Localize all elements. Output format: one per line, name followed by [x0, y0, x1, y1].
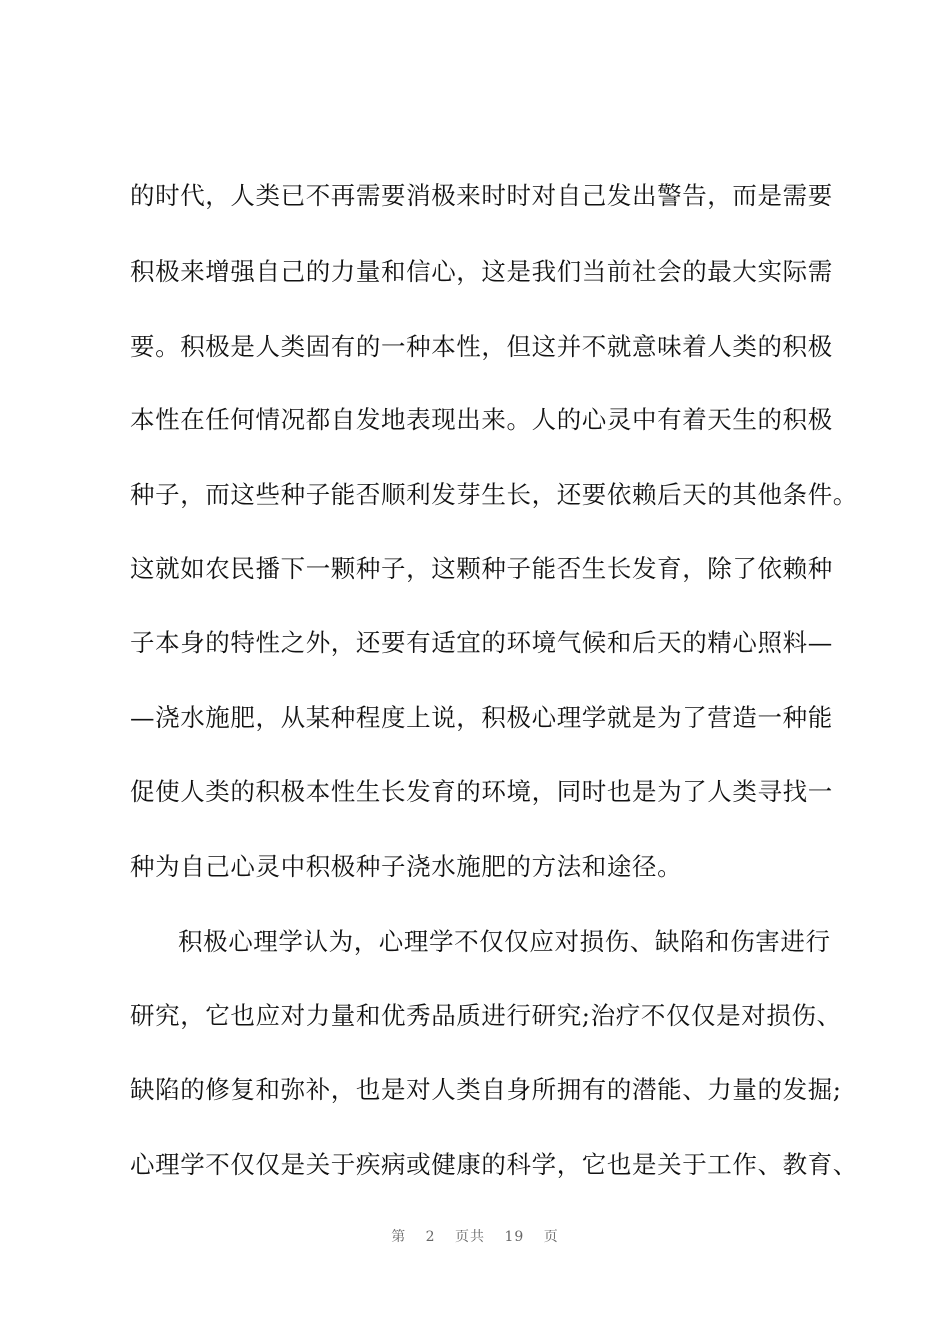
text-line: 积极来增强自己的力量和信心，这是我们当前社会的最大实际需 — [130, 257, 833, 286]
total-pages-number: 19 — [504, 1229, 525, 1245]
text-line: 本性在任何情况都自发地表现出来。人的心灵中有着天生的积极 — [130, 405, 833, 434]
page-mid-text: 页共 — [455, 1229, 486, 1245]
current-page-number: 2 — [425, 1229, 436, 1245]
text-line: 种子，而这些种子能否顺利发芽生长，还要依赖后天的其他条件。 — [130, 480, 858, 509]
text-line: 心理学不仅仅是关于疾病或健康的科学，它也是关于工作、教育、 — [130, 1150, 858, 1179]
text-line: 的时代，人类已不再需要消极来时时对自己发出警告，而是需要 — [130, 181, 833, 210]
text-line: 种为自己心灵中积极种子浇水施肥的方法和途径。 — [130, 852, 683, 881]
page-prefix: 第 — [391, 1229, 407, 1245]
text-line: 促使人类的积极本性生长发育的环境，同时也是为了人类寻找一 — [130, 777, 833, 806]
text-line: 缺陷的修复和弥补，也是对人类自身所拥有的潜能、力量的发掘; — [130, 1075, 842, 1104]
text-line: 研究，它也应对力量和优秀品质进行研究;治疗不仅仅是对损伤、 — [130, 1001, 842, 1030]
text-line: 这就如农民播下一颗种子，这颗种子能否生长发育，除了依赖种 — [130, 554, 833, 583]
page-footer — [0, 1226, 950, 1246]
text-line: 要。积极是人类固有的一种本性，但这并不就意味着人类的积极 — [130, 332, 833, 361]
text-line: 子本身的特性之外，还要有适宜的环境气候和后天的精心照料— — [130, 628, 833, 657]
text-line: 积极心理学认为，心理学不仅仅应对损伤、缺陷和伤害进行 — [178, 927, 831, 956]
text-line: —浇水施肥，从某种程度上说，积极心理学就是为了营造一种能 — [130, 703, 833, 732]
page-suffix: 页 — [543, 1229, 559, 1245]
